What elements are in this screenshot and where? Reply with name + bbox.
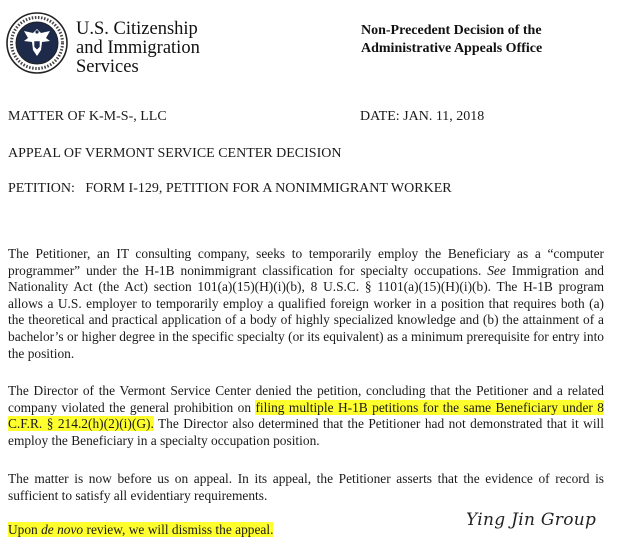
p1-text-a: The Petitioner, an IT consulting company, seeks to temporarily employ the Beneficiary as a “computer programmer” under the H-1B nonimmigrant classification for specialty occupations. — [8, 246, 604, 278]
p4-text-b: review, we will dismiss the appeal. — [83, 522, 274, 537]
paragraph-conclusion — [8, 522, 273, 539]
paragraph-intro — [8, 246, 604, 362]
agency-line-2: and Immigration — [76, 38, 200, 58]
date-line: DATE: JAN. 11, 2018 — [360, 109, 485, 124]
matter-line: MATTER OF K-M-S-, LLC — [8, 109, 167, 124]
p2-text-b: The Director also determined that the Petitioner had not demonstrated that it will employ the Beneficiary in a specialty occupation position. — [8, 416, 604, 448]
paragraph-director — [8, 383, 604, 449]
dhs-seal-logo — [6, 12, 68, 74]
p1-text-b: Immigration and Nationality Act (the Act) section 101(a)(15)(H)(i)(b), 8 U.S.C. § 1101(a)(15)(H)(i)(b). The H-1B program allows a U.S. employer to temporarily employ a qualified foreign worker in a position that requires both (a) the theoretical and practical application of a body of highly specialized knowledge and (b) the attainment of a bachelor’s or higher degree in the specific specialty (or its equivalent) as a minimum prerequisite for entry into the position. — [8, 262, 604, 361]
office-heading — [361, 22, 542, 58]
p4-de-novo: de novo — [41, 522, 84, 537]
office-line-2: Administrative Appeals Office — [361, 41, 543, 56]
agency-line-1: U.S. Citizenship — [76, 19, 198, 39]
petition-line: PETITION: FORM I-129, PETITION FOR A NONIMMIGRANT WORKER — [8, 181, 452, 196]
watermark-signature: Ying Jin Group — [466, 510, 597, 530]
appeal-line: APPEAL OF VERMONT SERVICE CENTER DECISION — [8, 146, 342, 161]
agency-line-3: Services — [76, 57, 139, 77]
p4-text-a: Upon — [8, 522, 42, 537]
p2-text-a: The Director of the Vermont Service Center denied the petition, concluding that the Petitioner and a related company violated the general prohibition on — [8, 383, 604, 415]
agency-name — [76, 20, 200, 77]
highlighted-conclusion — [8, 522, 273, 537]
highlighted-regulation: filing multiple H-1B petitions for the same Beneficiary under 8 C.F.R. § 214.2(h)(2)(i)(G). — [8, 399, 604, 432]
paragraph-appeal: The matter is now before us on appeal. In its appeal, the Petitioner asserts that the evidence of record is sufficient to satisfy all evidentiary requirements. — [8, 471, 604, 503]
office-line-1: Non-Precedent Decision of the — [361, 23, 542, 38]
p1-see: See — [487, 262, 506, 278]
